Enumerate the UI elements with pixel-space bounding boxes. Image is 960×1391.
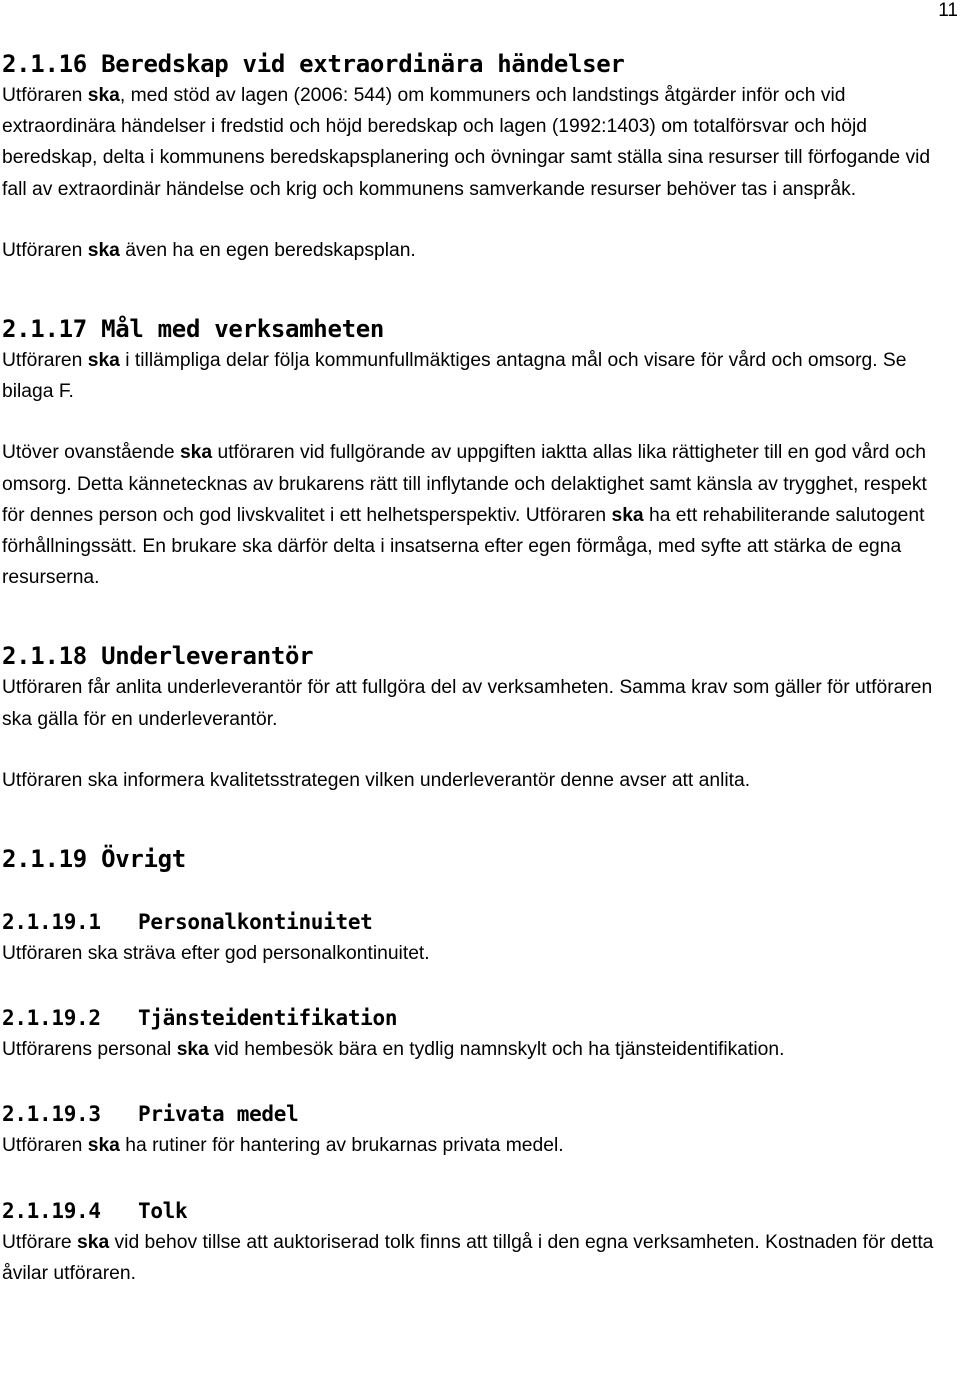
heading-2-1-16 bbox=[2, 48, 952, 80]
heading-title: Underleverantör bbox=[101, 642, 314, 671]
heading-title: Övrigt bbox=[101, 845, 186, 874]
heading-title: Tjänsteidentifikation bbox=[138, 1006, 398, 1031]
text-run: Utföraren bbox=[2, 85, 88, 106]
heading-number: 2.1.19.1 bbox=[2, 910, 101, 935]
heading-number: 2.1.19.2 bbox=[2, 1006, 101, 1031]
paragraph-underleverantor: Utföraren får anlita underleverantör för att fullgöra del av verksamheten. Samma krav som gäller för utföraren ska gälla för en underleverantör. bbox=[2, 677, 933, 730]
page-number: 11 bbox=[938, 0, 958, 21]
heading-2-1-19-3 bbox=[2, 1098, 952, 1130]
paragraph-tjansteidentifikation bbox=[2, 1034, 952, 1065]
paragraph-informera: Utföraren ska informera kvalitetsstrategen vilken underleverantör denne avser att anlita. bbox=[2, 769, 751, 791]
heading-number: 2.1.19.4 bbox=[2, 1198, 101, 1223]
text-run: i tillämpliga delar följa kommunfullmäktiges antagna mål och visare för vård och omsorg. Se bilaga F. bbox=[2, 350, 907, 403]
bold-ska: ska bbox=[87, 85, 120, 106]
text-run: , med stöd av lagen (2006: 544) om kommuners och landstings åtgärder inför och vid extraordinära händelser i fredstid och höjd beredskap och lagen (1992:1403) om totalförsvar och höjd beredskap, delta i kommunens beredskapsplanering och övningar samt ställa sina resurser till förfogande vid fall av extraordinär händelse och krig och kommunens samverkande resurser behöver tas i anspråk. bbox=[2, 85, 931, 200]
text-run: Utöver ovanstående bbox=[2, 442, 180, 464]
paragraph-rattigheter bbox=[2, 437, 952, 593]
paragraph-personalkontinuitet: Utföraren ska sträva efter god personalkontinuitet. bbox=[2, 943, 430, 965]
paragraph-beredskapsplan bbox=[2, 235, 952, 266]
heading-number: 2.1.19.3 bbox=[2, 1102, 101, 1127]
heading-title: Personalkontinuitet bbox=[138, 910, 373, 935]
bold-ska: ska bbox=[179, 442, 213, 464]
text-run: utföraren vid fullgörande av uppgiften iaktta allas lika rättigheter till en god vård och omsorg. Detta kännetecknas av brukarens rätt till inflytande och delaktighet samt känsla av trygghet, respekt för dennes person och god livskvalitet i ett helhetsperspektiv. Utföraren bbox=[2, 442, 927, 526]
text-run: Utföraren bbox=[2, 239, 88, 261]
text-run: även ha en egen beredskapsplan. bbox=[119, 239, 416, 261]
paragraph-beredskap bbox=[2, 80, 952, 205]
heading-title: Tolk bbox=[138, 1198, 188, 1223]
paragraph-privata-medel bbox=[2, 1130, 952, 1161]
heading-2-1-18 bbox=[2, 640, 952, 672]
bold-ska: ska bbox=[176, 1039, 209, 1061]
text-run: Utförarens personal bbox=[2, 1039, 177, 1061]
heading-number: 2.1.17 bbox=[2, 315, 87, 344]
bold-ska: ska bbox=[87, 239, 120, 261]
text-run: vid hembesök bära en tydlig namnskylt och ha tjänsteidentifikation. bbox=[208, 1039, 785, 1061]
heading-2-1-17 bbox=[2, 313, 952, 345]
text-run: vid behov tillse att auktoriserad tolk finns att tillgå i den egna verksamheten. Kostnaden för detta åvilar utföraren. bbox=[2, 1231, 934, 1284]
text-run: ha rutiner för hantering av brukarnas privata medel. bbox=[119, 1135, 564, 1157]
bold-ska: ska bbox=[87, 1135, 120, 1157]
bold-ska: ska bbox=[77, 1231, 110, 1253]
heading-title: Privata medel bbox=[138, 1102, 299, 1127]
heading-2-1-19 bbox=[2, 843, 952, 875]
bold-ska: ska bbox=[87, 350, 120, 372]
paragraph-mal bbox=[2, 345, 952, 407]
text-run: Utförare bbox=[2, 1231, 78, 1253]
text-run: ha ett rehabiliterande salutogent förhållningssätt. En brukare ska därför delta i insatserna efter egen förmåga, med syfte att stärka de egna resurserna. bbox=[2, 504, 925, 589]
text-run: Utföraren bbox=[2, 350, 88, 372]
document-body bbox=[2, 48, 952, 1289]
heading-number: 2.1.18 bbox=[2, 642, 87, 671]
heading-number: 2.1.16 bbox=[2, 50, 87, 78]
heading-2-1-19-1 bbox=[2, 906, 952, 938]
heading-number: 2.1.19 bbox=[2, 845, 87, 874]
text-run: Utföraren bbox=[2, 1135, 88, 1157]
bold-ska: ska bbox=[611, 504, 644, 526]
heading-2-1-19-4 bbox=[2, 1195, 952, 1227]
paragraph-tolk bbox=[2, 1227, 952, 1289]
heading-2-1-19-2 bbox=[2, 1002, 952, 1034]
heading-title: Beredskap vid extraordinära händelser bbox=[101, 50, 625, 78]
heading-title: Mål med verksamheten bbox=[101, 315, 385, 344]
